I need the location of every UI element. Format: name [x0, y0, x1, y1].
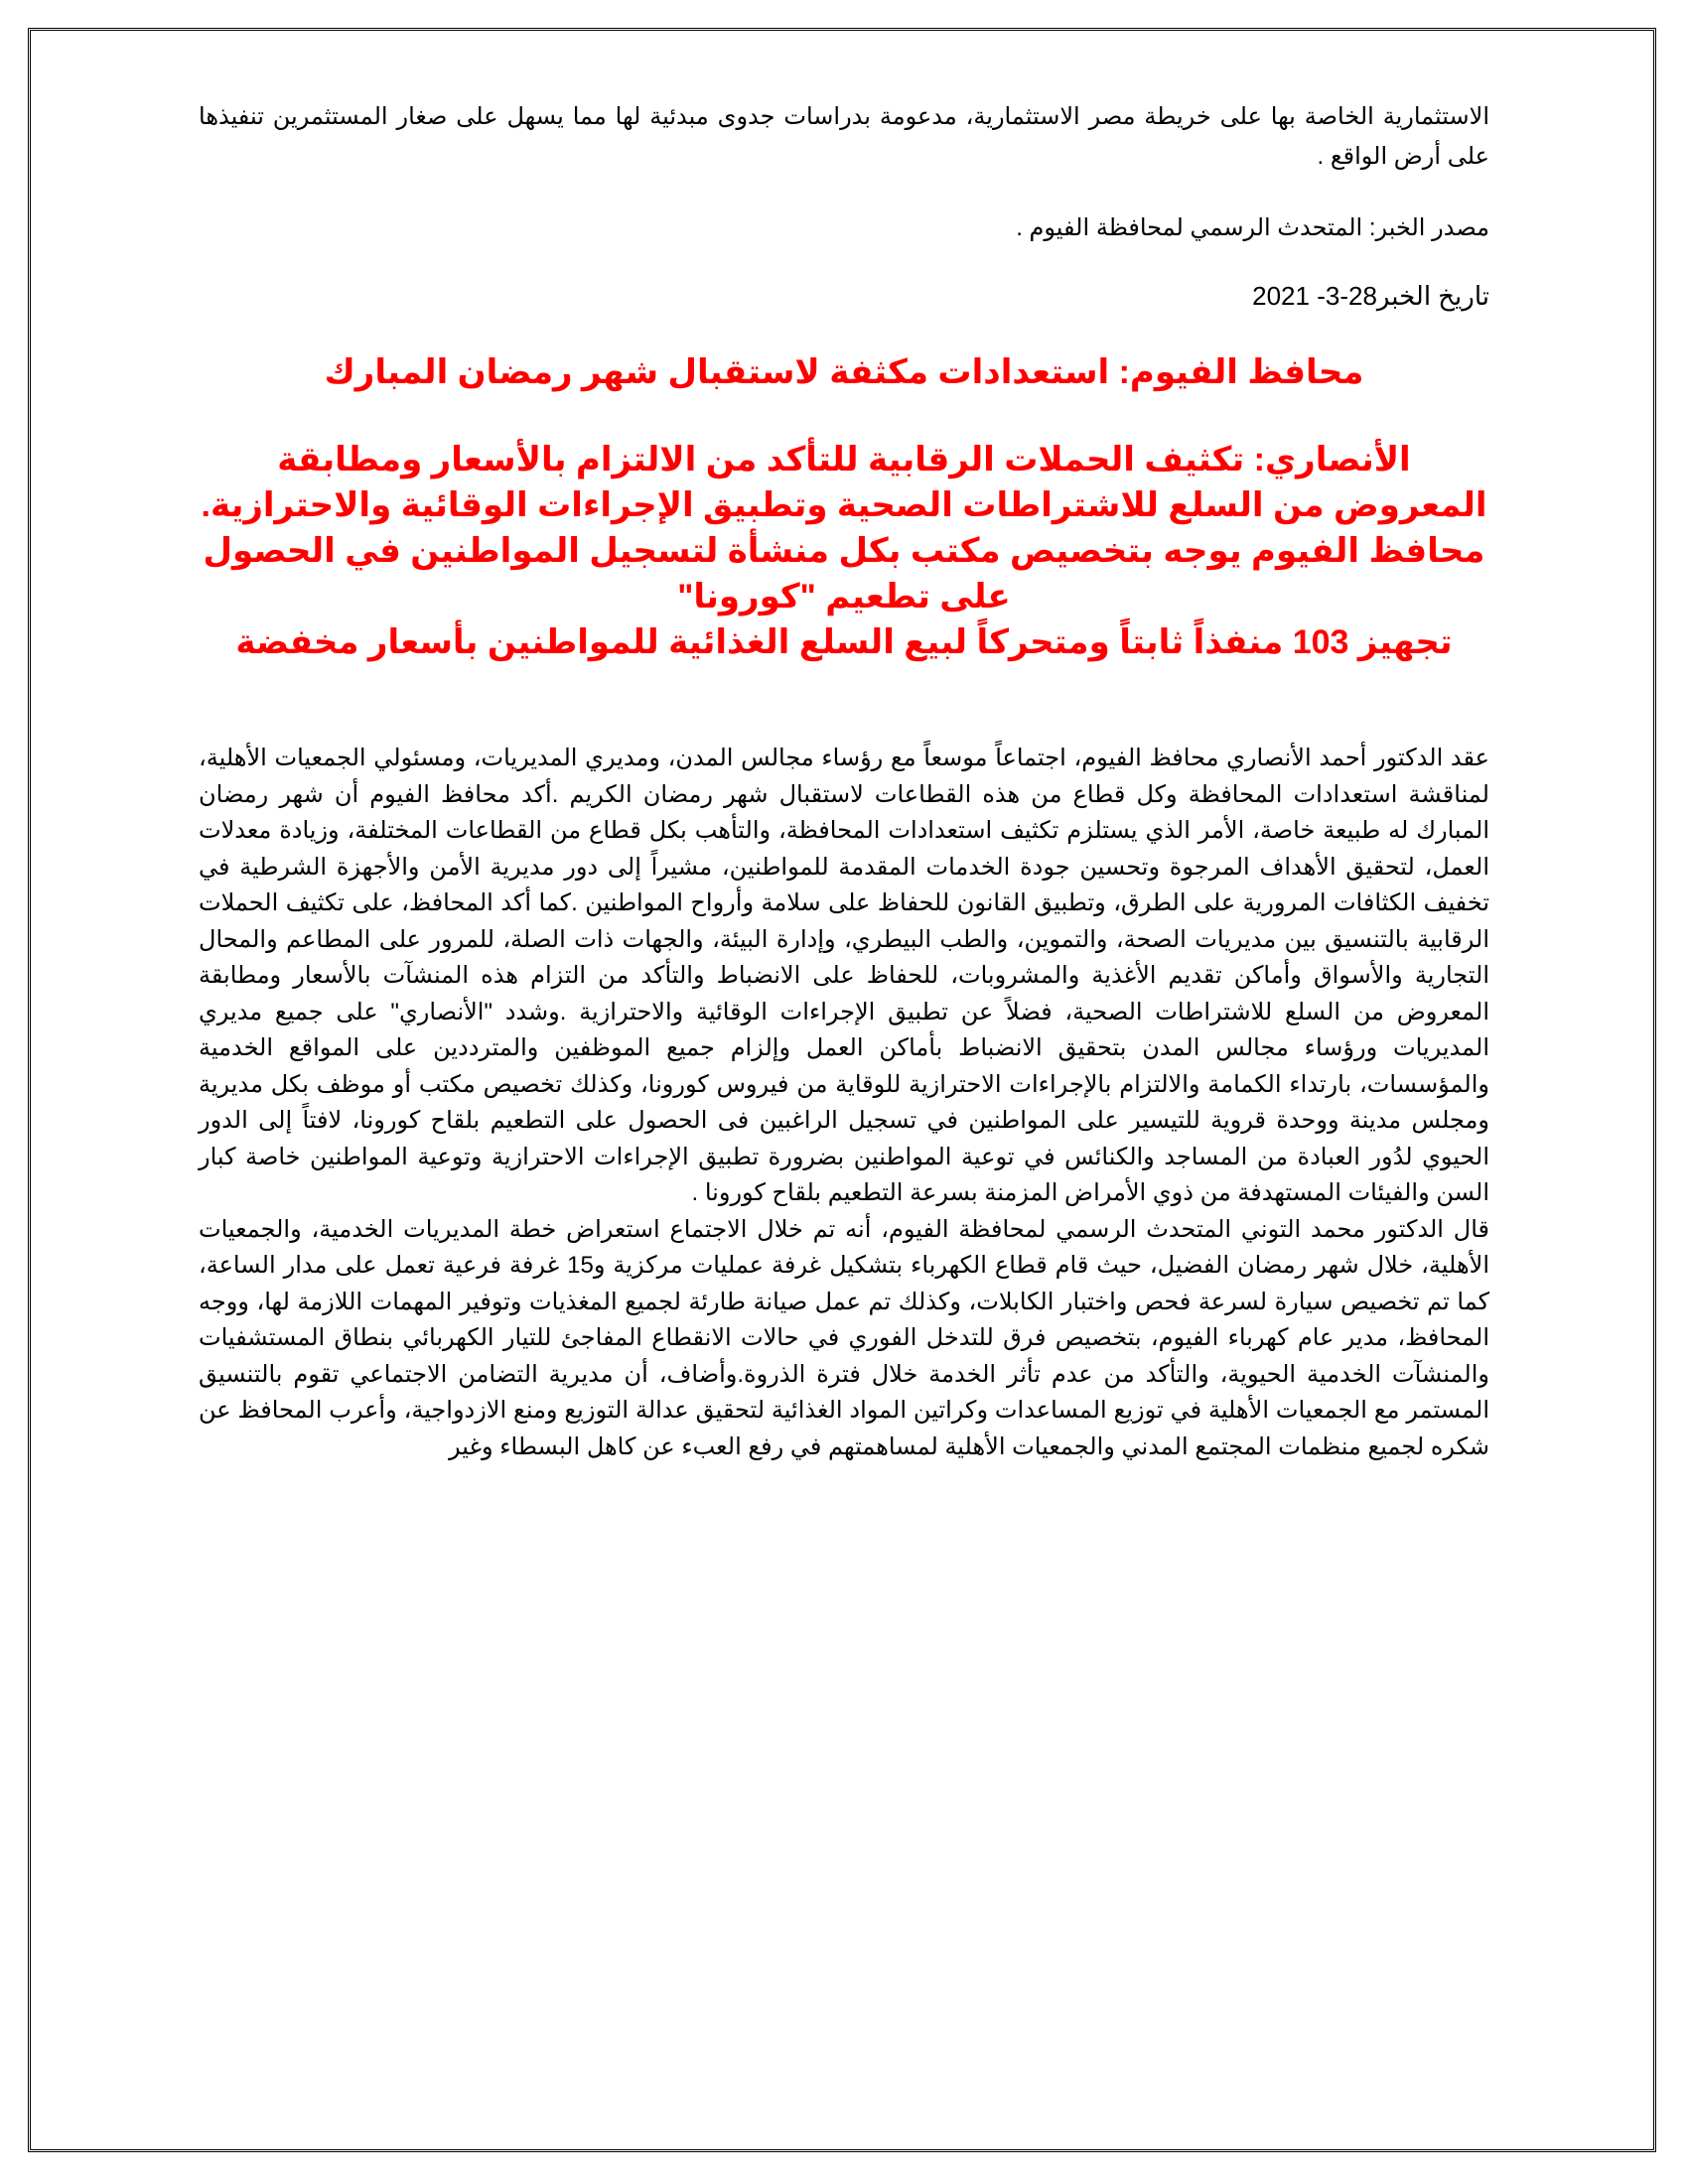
subheadline-outlets: تجهيز 103 منفذاً ثابتاً ومتحركاً لبيع السلع الغذائية للمواطنين بأسعار مخفضة	[235, 623, 1453, 661]
subheadlines	[199, 437, 1489, 665]
article-paragraph-2: قال الدكتور محمد التوني المتحدث الرسمي لمحافظة الفيوم، أنه تم خلال الاجتماع استعراض خطة المديريات الخدمية، والجمعيات الأهلية، خلال شهر رمضان الفضيل، حيث قام قطاع الكهرباء بتشكيل غرفة عمليات مركزية و15 غرفة فرعية تعمل على مدار الساعة، كما تم تخصيص سيارة لسرعة فحص واختبار الكابلات، وكذلك تم عمل صيانة طارئة لجميع المغذيات وتوفير المهمات اللازمة لها، ووجه المحافظ، مدير عام كهرباء الفيوم، بتخصيص فرق للتدخل الفوري في حالات الانقطاع المفاجئ للتيار الكهربائي بنطاق المستشفيات والمنشآت الخدمية الحيوية، والتأكد من عدم تأثر الخدمة خلال فترة الذروة.وأضاف، أن مديرية التضامن الاجتماعي تقوم بالتنسيق المستمر مع الجمعيات الأهلية في توزيع المساعدات وكراتين المواد الغذائية لتحقيق عدالة التوزيع ومنع الازدواجية، وأعرب المحافظ عن شكره لجميع منظمات المجتمع المدني والجمعيات الأهلية لمساهمتهم في رفع العبء عن كاهل البسطاء وغير	[199, 1215, 1489, 1460]
subheadline-inspections: الأنصاري: تكثيف الحملات الرقابية للتأكد من الالتزام بالأسعار ومطابقة المعروض من السلع للاشتراطات الصحية وتطبيق الإجراءات الوقائية والاحترازية.	[201, 441, 1487, 524]
main-headline: محافظ الفيوم: استعدادات مكثفة لاستقبال شهر رمضان المبارك	[324, 353, 1364, 391]
news-source: مصدر الخبر: المتحدث الرسمي لمحافظة الفيوم .	[1016, 214, 1489, 241]
intro-paragraph: الاستثمارية الخاصة بها على خريطة مصر الاستثمارية، مدعومة بدراسات جدوى مبدئية لها مما يسهل على صغار المستثمرين تنفيذها على أرض الواقع .	[199, 103, 1489, 170]
subheadline-vaccination: محافظ الفيوم يوجه بتخصيص مكتب بكل منشأة لتسجيل المواطنين في الحصول على تطعيم "كورونا"	[203, 532, 1485, 615]
article-paragraph-1: عقد الدكتور أحمد الأنصاري محافظ الفيوم، اجتماعاً موسعاً مع رؤساء مجالس المدن، ومديري المديريات، ومسئولي الجمعيات الأهلية، لمناقشة استعدادات المحافظة وكل قطاع من هذه القطاعات لاستقبال شهر رمضان الكريم .أكد محافظ الفيوم أن شهر رمضان المبارك له طبيعة خاصة، الأمر الذي يستلزم تكثيف استعدادات المحافظة، والتأهب بكل قطاع من القطاعات المختلفة، وزيادة معدلات العمل، لتحقيق الأهداف المرجوة وتحسين جودة الخدمات المقدمة للمواطنين، مشيراً إلى دور مديرية الأمن والأجهزة الشرطية في تخفيف الكثافات المرورية على الطرق، وتطبيق القانون للحفاظ على سلامة وأرواح المواطنين .كما أكد المحافظ، على تكثيف الحملات الرقابية بالتنسيق بين مديريات الصحة، والتموين، والطب البيطري، وإدارة البيئة، والجهات ذات الصلة، للمرور على المطاعم والمحال التجارية والأسواق وأماكن تقديم الأغذية والمشروبات، للحفاظ على الانضباط والتأكد من التزام هذه المنشآت بالأسعار ومطابقة المعروض من السلع للاشتراطات الصحية، فضلاً عن تطبيق الإجراءات الوقائية والاحترازية .وشدد "الأنصاري" على جميع مديري المديريات ورؤساء مجالس المدن بتحقيق الانضباط بأماكن العمل وإلزام جميع الموظفين والمترددين على المواقع الخدمية والمؤسسات، بارتداء الكمامة والالتزام بالإجراءات الاحترازية للوقاية من فيروس كورونا، وكذلك تخصيص مكتب أو موظف بكل مديرية ومجلس مدينة ووحدة قروية للتيسير على المواطنين في تسجيل الراغبين فى الحصول على التطعيم بلقاح كورونا، لافتاً إلى الدور الحيوي لدُور العبادة من المساجد والكنائس في توعية المواطنين بضرورة تطبيق الإجراءات الاحترازية وتوعية المواطنين خاصة كبار السن والفيئات المستهدفة من ذوي الأمراض المزمنة بسرعة التطعيم بلقاح كورونا .	[199, 745, 1489, 1206]
document-body	[199, 97, 1489, 1465]
news-date: تاريخ الخبر28-3- 2021	[1252, 281, 1489, 311]
